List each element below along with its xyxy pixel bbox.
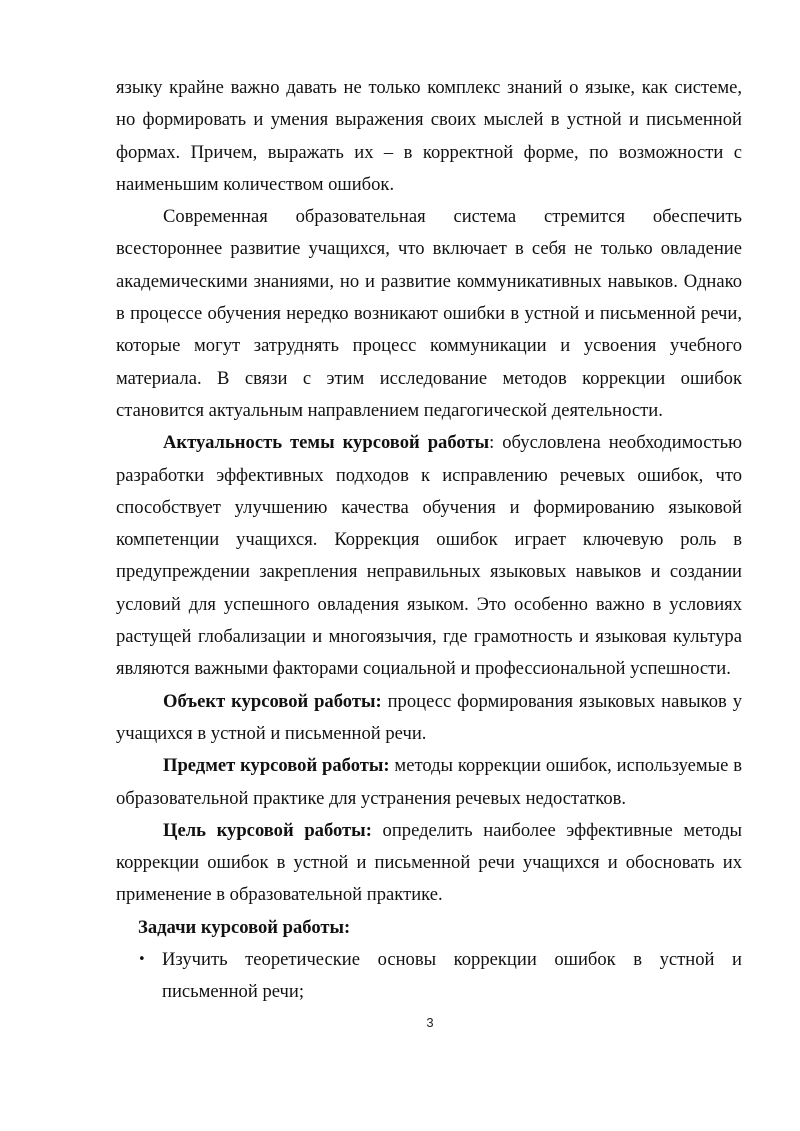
paragraph-subject (116, 750, 742, 815)
paragraph-modern-system: Современная образовательная система стремится обеспечить всестороннее развитие учащихся, что включает в себя не только овладение академическими знаниями, но и развитие коммуникативных навыков. Однако в процессе обучения нередко возникают ошибки в устной и письменной речи, которые могут затруднять процесс коммуникации и усвоения учебного материала. В связи с этим исследование методов коррекции ошибок становится актуальным направлением педагогической деятельности. (116, 206, 742, 421)
task-item (116, 944, 742, 1009)
subject-label: Предмет курсовой работы: (163, 755, 390, 777)
relevance-label: Актуальность темы курсовой работы (163, 432, 490, 454)
tasks-heading: Задачи курсовой работы: (138, 916, 351, 938)
bullet-icon: • (138, 952, 146, 968)
object-text: процесс формирования языковых навыков у учащихся в устной и письменной речи. (116, 690, 743, 744)
paragraph-goal (116, 815, 742, 912)
goal-text: определить наиболее эффективные методы коррекции ошибок в устной и письменной речи учащихся и обосновать их применение в образовательной практике. (116, 819, 742, 906)
relevance-text: : обусловлена необходимостью разработки эффективных подходов к исправлению речевых ошибок, что способствует улучшению качества обучения и формированию языковой компетенции учащихся. Коррекция ошибок играет ключевую роль в предупреждении закрепления неправильных языковых навыков и создании условий для успешного овладения языком. Это особенно важно в условиях растущей глобализации и многоязычия, где грамотность и языковая культура являются важными факторами социальной и профессиональной успешности. (116, 432, 742, 680)
page-body (116, 72, 742, 1009)
page-number: 3 (426, 1015, 434, 1030)
paragraph-relevance (116, 427, 742, 685)
paragraph-object (116, 686, 742, 751)
task-list (116, 944, 742, 1009)
object-label: Объект курсовой работы: (163, 690, 382, 712)
paragraph-intro-continuation: языку крайне важно давать не только комплекс знаний о языке, как системе, но формировать и умения выражения своих мыслей в устной и письменной формах. Причем, выражать их – в корректной форме, по возможности с наименьшим количеством ошибок. (116, 77, 742, 195)
task-item-text: Изучить теоретические основы коррекции ошибок в устной и письменной речи; (162, 949, 742, 1003)
subject-text: методы коррекции ошибок, используемые в образовательной практике для устранения речевых недостатков. (116, 755, 742, 809)
goal-label: Цель курсовой работы: (163, 819, 372, 841)
